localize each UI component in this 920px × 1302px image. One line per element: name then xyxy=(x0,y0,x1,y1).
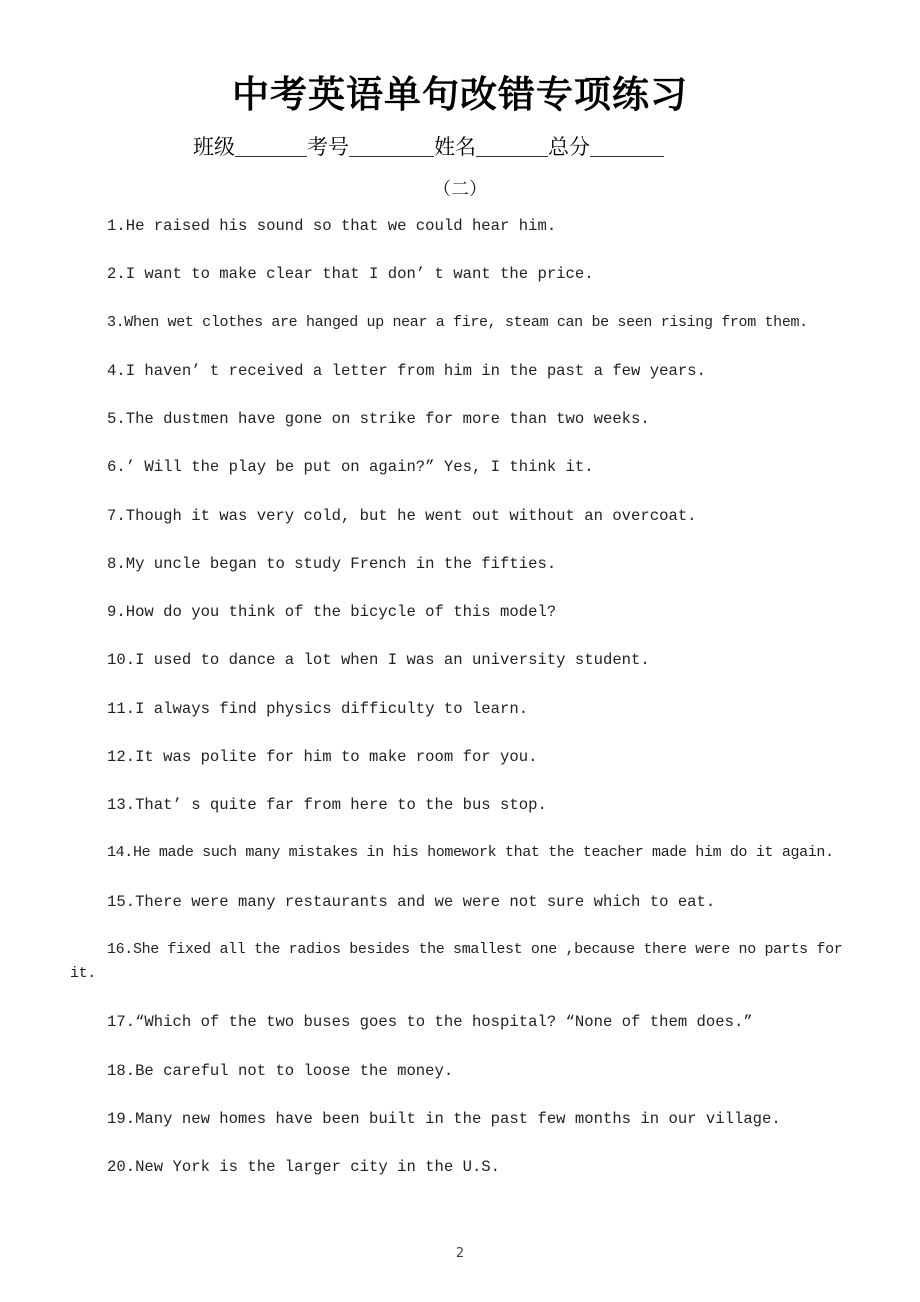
total-score-label: 总分 xyxy=(548,135,590,159)
exercise-item: 12.It was polite for him to make room for you. xyxy=(107,748,538,766)
page-number: 2 xyxy=(455,1246,465,1261)
total-score-blank[interactable] xyxy=(590,134,664,157)
exercise-item: 1.He raised his sound so that we could hear him. xyxy=(107,217,557,235)
exam-number-label: 考号 xyxy=(307,135,349,159)
name-blank[interactable] xyxy=(476,134,548,157)
class-label: 班级 xyxy=(193,135,235,159)
exercise-item: 20.New York is the larger city in the U.S. xyxy=(107,1158,501,1176)
exercise-item: 10.I used to dance a lot when I was an university student. xyxy=(107,651,650,669)
section-label: （二） xyxy=(433,179,487,200)
exercise-item: 3.When wet clothes are hanged up near a fire, steam can be seen rising from them. xyxy=(107,314,808,331)
exercise-item: 19.Many new homes have been built in the past few months in our village. xyxy=(107,1110,781,1128)
exercise-item: 15.There were many restaurants and we were not sure which to eat. xyxy=(107,893,716,911)
exam-number-field xyxy=(307,133,434,161)
exercise-item: 6.’ Will the play be put on again?” Yes, I think it. xyxy=(107,458,594,476)
total-score-field xyxy=(548,133,664,161)
exercise-item: 14.He made such many mistakes in his homework that the teacher made him do it again. xyxy=(107,844,834,861)
name-label: 姓名 xyxy=(434,135,476,159)
exercise-item: 7.Though it was very cold, but he went out without an overcoat. xyxy=(107,507,697,525)
exercise-item: 18.Be careful not to loose the money. xyxy=(107,1062,454,1080)
exercise-item: 4.I haven’ t received a letter from him in the past a few years. xyxy=(107,362,706,380)
exercise-item: 16.She fixed all the radios besides the smallest one ,because there were no parts for it. xyxy=(70,941,843,982)
class-blank[interactable] xyxy=(235,134,307,157)
exam-number-blank[interactable] xyxy=(349,134,434,157)
exercise-item: 9.How do you think of the bicycle of this model? xyxy=(107,603,557,621)
exercise-item: 11.I always find physics difficulty to learn. xyxy=(107,700,529,718)
exercise-item: 8.My uncle began to study French in the fifties. xyxy=(107,555,557,573)
exercise-item: 5.The dustmen have gone on strike for more than two weeks. xyxy=(107,410,650,428)
exercise-item: 13.That’ s quite far from here to the bus stop. xyxy=(107,796,547,814)
name-field xyxy=(434,133,548,161)
student-info-fields xyxy=(193,127,664,161)
exercise-item: 17.“Which of the two buses goes to the hospital? “None of them does.” xyxy=(107,1013,753,1031)
exercise-item: 2.I want to make clear that I don’ t want the price. xyxy=(107,265,594,283)
page-title: 中考英语单句改错专项练习 xyxy=(232,73,688,116)
class-field xyxy=(193,133,307,161)
